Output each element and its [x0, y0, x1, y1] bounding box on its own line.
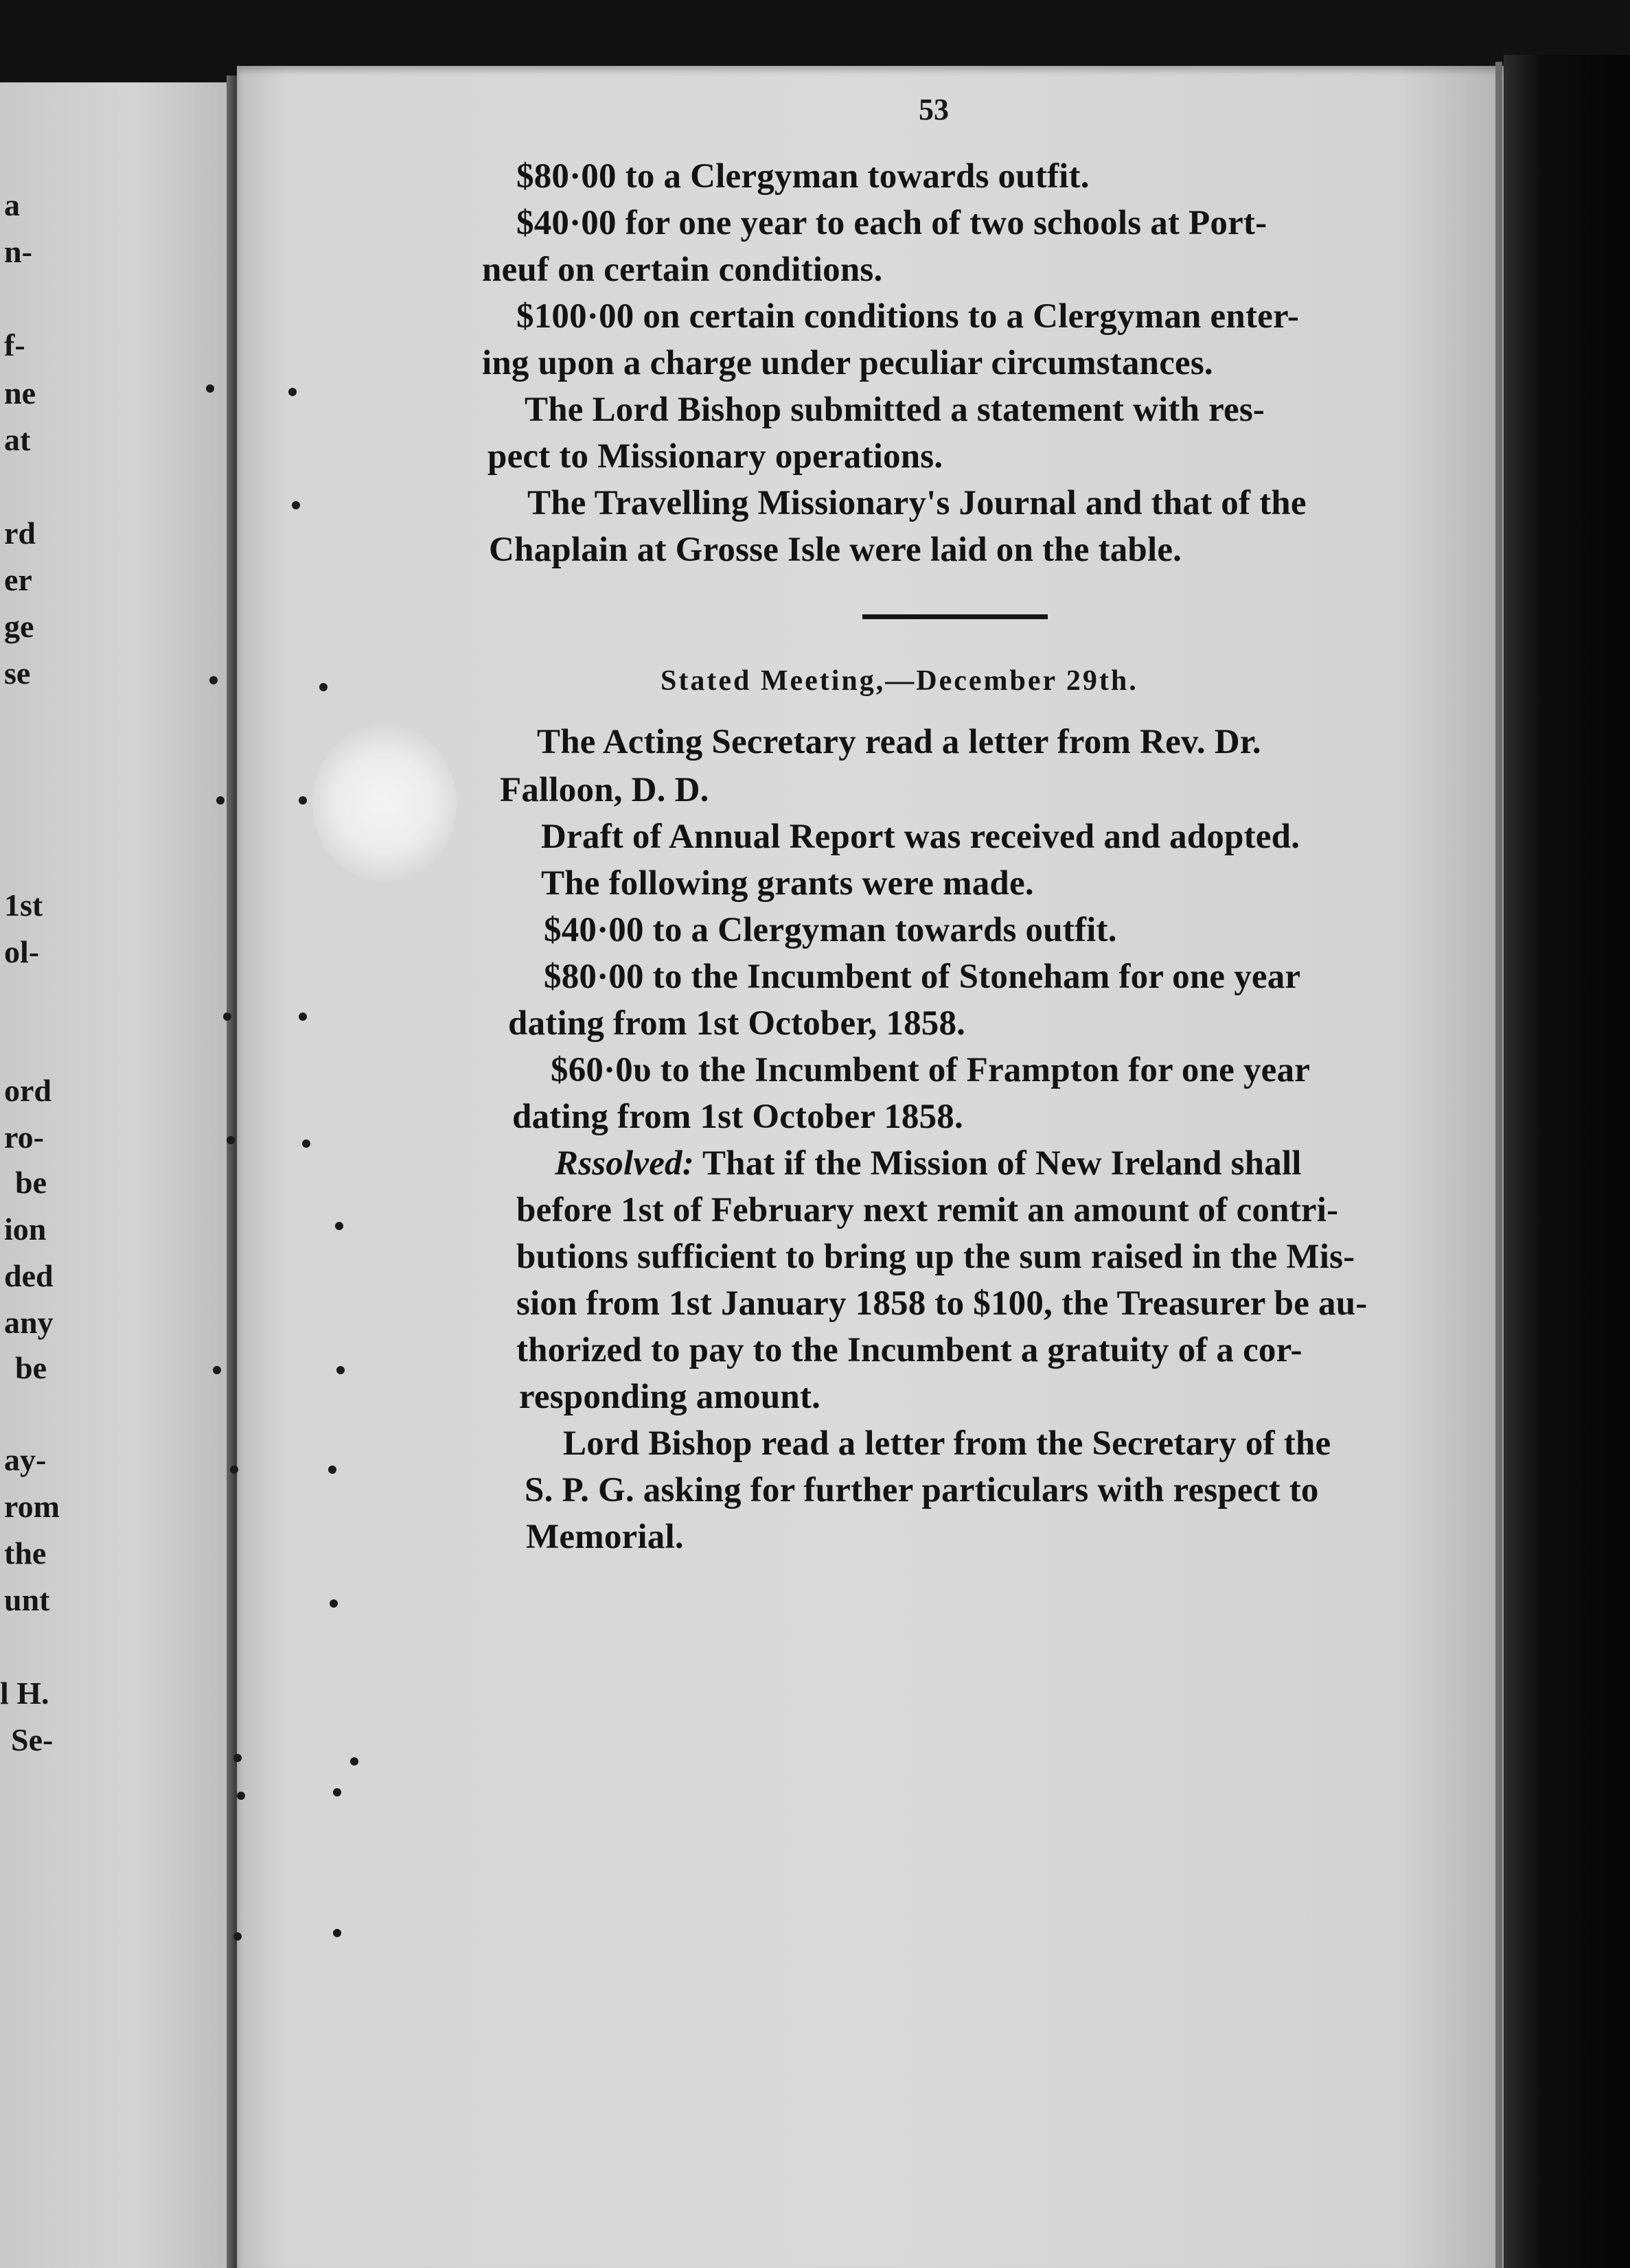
text-line: Chaplain at Grosse Isle were laid on the table. [489, 531, 1182, 569]
text-line: The Travelling Missionary's Journal and that of the [527, 484, 1307, 522]
text-line: pect to Missionary operations. [487, 437, 943, 476]
text-line: $80·00 to the Incumbent of Stoneham for one year [544, 958, 1301, 996]
binding-speck [233, 1754, 242, 1762]
left-fragment: unt [4, 1582, 50, 1617]
resolved-first-line [555, 1144, 1302, 1183]
left-fragment: ol- [4, 934, 40, 969]
binding-speck [333, 1929, 341, 1937]
text-line: Draft of Annual Report was received and adopted. [541, 818, 1300, 856]
paper-stain [312, 724, 457, 882]
text-line: Falloon, D. D. [500, 771, 709, 809]
text-line: before 1st of February next remit an amount of contri- [516, 1191, 1339, 1229]
text-line: $40·00 to a Clergyman towards outfit. [544, 911, 1117, 949]
left-fragment: a [4, 187, 20, 222]
text-line: responding amount. [519, 1378, 821, 1416]
binding-speck [299, 796, 307, 805]
binding-speck [302, 1139, 310, 1148]
binding-speck [350, 1757, 358, 1766]
left-fragment: er [4, 562, 32, 597]
binding-speck [209, 676, 218, 684]
left-fragment: ord [4, 1073, 51, 1108]
binding-speck [299, 1012, 307, 1021]
binding-speck [223, 1012, 231, 1021]
binding-speck [230, 1466, 238, 1474]
left-fragment: se [4, 656, 31, 691]
text-line: The Acting Secretary read a letter from Rev. Dr. [537, 723, 1261, 761]
text-line: neuf on certain conditions. [482, 251, 883, 289]
left-fragment: be [15, 1350, 47, 1385]
left-fragment: ded [4, 1258, 54, 1293]
text-line: thorized to pay to the Incumbent a gratuity of a cor- [516, 1331, 1302, 1369]
binding-speck [336, 1366, 345, 1374]
binding-speck [330, 1599, 338, 1608]
text-line: Memorial. [526, 1518, 684, 1556]
text-line: sion from 1st January 1858 to $100, the Treasurer be au- [516, 1284, 1368, 1323]
text-line: The following grants were made. [541, 864, 1034, 903]
dark-background-edge [1504, 55, 1630, 2268]
left-fragment: at [4, 422, 31, 457]
left-fragment: ro- [4, 1120, 44, 1155]
binding-speck [288, 388, 297, 396]
text-line: $40·00 for one year to each of two schools at Port- [516, 204, 1267, 242]
text-line: The Lord Bishop submitted a statement with res- [525, 391, 1265, 429]
left-fragment: ne [4, 375, 36, 410]
binding-speck [206, 384, 214, 393]
text-line: butions sufficient to bring up the sum raised in the Mis- [516, 1238, 1355, 1276]
page-number: 53 [919, 93, 949, 126]
binding-speck [227, 1136, 235, 1144]
binding-speck [335, 1222, 343, 1230]
resolved-label: Rssolved: [555, 1144, 694, 1183]
left-fragment: any [4, 1305, 54, 1340]
left-fragment: be [15, 1165, 47, 1200]
binding-speck [292, 501, 300, 509]
left-fragment: l H. [0, 1676, 49, 1711]
left-fragment: the [4, 1536, 47, 1571]
text-line: $100·00 on certain conditions to a Clergyman enter- [516, 297, 1300, 336]
section-divider [862, 614, 1048, 619]
text-line: Lord Bishop read a letter from the Secretary of the [563, 1424, 1331, 1463]
left-fragment: 1st [4, 888, 43, 923]
left-fragment: rom [4, 1489, 60, 1524]
binding-speck [216, 796, 225, 805]
text-line: dating from 1st October, 1858. [508, 1004, 966, 1043]
binding-speck [328, 1466, 336, 1474]
text-line: dating from 1st October 1858. [512, 1098, 963, 1136]
text-line: ing upon a charge under peculiar circumstances. [482, 344, 1213, 382]
left-fragment: ge [4, 609, 34, 644]
resolved-first-line-text: That if the Mission of New Ireland shall [702, 1144, 1302, 1183]
binding-speck [213, 1366, 221, 1374]
text-line: S. P. G. asking for further particulars with respect to [525, 1471, 1319, 1509]
binding-speck [333, 1788, 341, 1796]
binding-speck [233, 1932, 242, 1941]
section-heading: Stated Meeting,—December 29th. [661, 665, 1138, 697]
text-line: $80·00 to a Clergyman towards outfit. [516, 157, 1090, 196]
binding-speck [237, 1792, 245, 1800]
page-edge-line [1495, 62, 1502, 2268]
left-fragment: rd [4, 516, 36, 551]
left-fragment: f- [4, 327, 25, 362]
left-fragment: ay- [4, 1442, 47, 1477]
left-fragment: Se- [11, 1722, 54, 1757]
left-fragment: n- [4, 234, 32, 269]
left-fragment: ion [4, 1212, 47, 1247]
binding-speck [319, 683, 328, 691]
text-line: $60·0υ to the Incumbent of Frampton for one year [551, 1051, 1311, 1089]
